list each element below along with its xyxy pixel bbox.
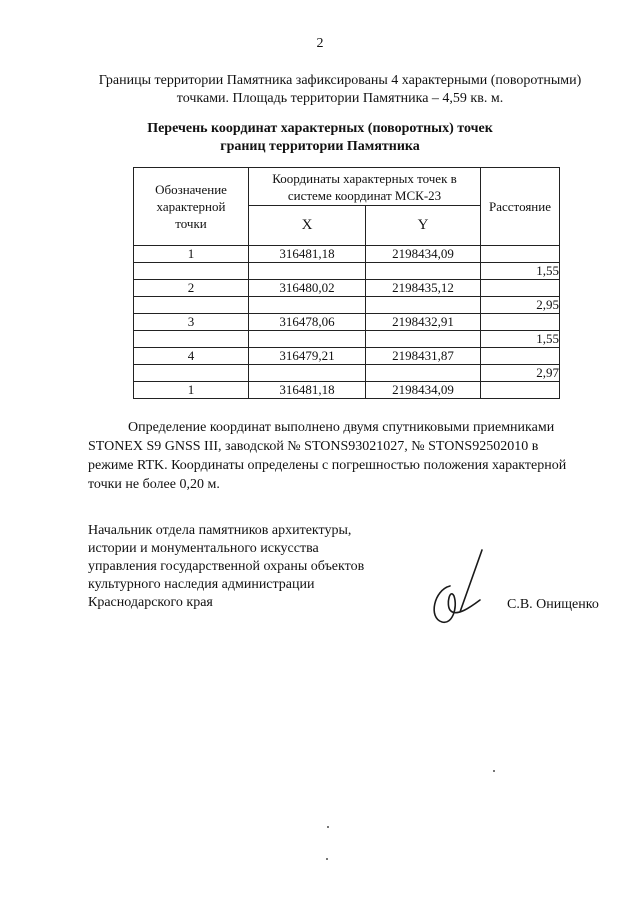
cell-y <box>366 297 481 314</box>
header-x: X <box>249 206 366 246</box>
cell-y: 2198434,09 <box>366 382 481 399</box>
signatory-position <box>88 522 408 612</box>
cell-x <box>249 331 366 348</box>
table-row <box>134 314 560 331</box>
header-point-designation <box>134 168 249 246</box>
header-coords-line: системе координат МСК-23 <box>287 187 442 203</box>
cell-point: 1 <box>134 382 249 399</box>
header-point-line: точки <box>175 216 207 231</box>
scan-speck <box>326 858 328 860</box>
cell-point: 3 <box>134 314 249 331</box>
cell-distance: 1,55 <box>481 263 560 280</box>
cell-x: 316481,18 <box>249 382 366 399</box>
position-line: истории и монументального искусства <box>88 541 319 556</box>
cell-y: 2198432,91 <box>366 314 481 331</box>
position-line: Краснодарского края <box>88 595 213 610</box>
table-row <box>134 297 560 314</box>
cell-y: 2198435,12 <box>366 280 481 297</box>
note-line: режиме RTK. Координаты определены с погрешностью положения характерной <box>88 458 567 473</box>
cell-x <box>249 263 366 280</box>
title-line: границ территории Памятника <box>220 139 420 154</box>
cell-y <box>366 365 481 382</box>
cell-point: 2 <box>134 280 249 297</box>
intro-line: Границы территории Памятника зафиксированы 4 характерными (поворотными) <box>98 73 582 88</box>
table-row <box>134 263 560 280</box>
cell-point <box>134 331 249 348</box>
cell-x: 316480,02 <box>249 280 366 297</box>
title-line: Перечень координат характерных (поворотных) точек <box>147 121 493 136</box>
scan-speck <box>327 826 329 828</box>
header-coords-line: Координаты характерных точек в <box>272 170 457 186</box>
header-point-line: характерной <box>156 199 226 214</box>
table-row <box>134 280 560 297</box>
measurement-note <box>88 418 610 494</box>
coordinates-table <box>133 167 560 399</box>
cell-point <box>134 365 249 382</box>
scan-speck <box>493 770 495 772</box>
cell-distance: 2,97 <box>481 365 560 382</box>
header-point-line: Обозначение <box>155 182 227 197</box>
cell-point <box>134 297 249 314</box>
cell-distance <box>481 246 560 263</box>
cell-distance <box>481 348 560 365</box>
table-row <box>134 365 560 382</box>
cell-point: 4 <box>134 348 249 365</box>
cell-y <box>366 331 481 348</box>
cell-point <box>134 263 249 280</box>
cell-distance <box>481 382 560 399</box>
cell-distance: 2,95 <box>481 297 560 314</box>
cell-x <box>249 365 366 382</box>
cell-y <box>366 263 481 280</box>
table-title <box>0 120 640 156</box>
position-line: Начальник отдела памятников архитектуры, <box>88 523 352 538</box>
table-row <box>134 348 560 365</box>
cell-point: 1 <box>134 246 249 263</box>
cell-distance <box>481 314 560 331</box>
header-coordinates <box>249 168 481 206</box>
position-line: культурного наследия администрации <box>88 577 315 592</box>
page-number: 2 <box>316 36 324 51</box>
note-line: Определение координат выполнено двумя спутниковыми приемниками <box>128 420 555 435</box>
intro-line: точками. Площадь территории Памятника – 4,59 кв. м. <box>176 91 504 106</box>
cell-x <box>249 297 366 314</box>
cell-y: 2198431,87 <box>366 348 481 365</box>
table-row <box>134 382 560 399</box>
cell-y: 2198434,09 <box>366 246 481 263</box>
table-row <box>134 246 560 263</box>
header-distance: Расстояние <box>481 168 560 246</box>
intro-paragraph <box>70 72 610 108</box>
handwritten-signature <box>420 546 500 636</box>
header-y: Y <box>366 206 481 246</box>
signatory-name: С.В. Онищенко <box>507 597 599 612</box>
note-line: STONEX S9 GNSS III, заводской № STONS93021027, № STONS92502010 в <box>88 439 539 454</box>
position-line: управления государственной охраны объектов <box>88 559 365 574</box>
cell-x: 316481,18 <box>249 246 366 263</box>
cell-x: 316479,21 <box>249 348 366 365</box>
table-row <box>134 331 560 348</box>
cell-distance: 1,55 <box>481 331 560 348</box>
cell-distance <box>481 280 560 297</box>
cell-x: 316478,06 <box>249 314 366 331</box>
note-line: точки не более 0,20 м. <box>88 477 220 492</box>
